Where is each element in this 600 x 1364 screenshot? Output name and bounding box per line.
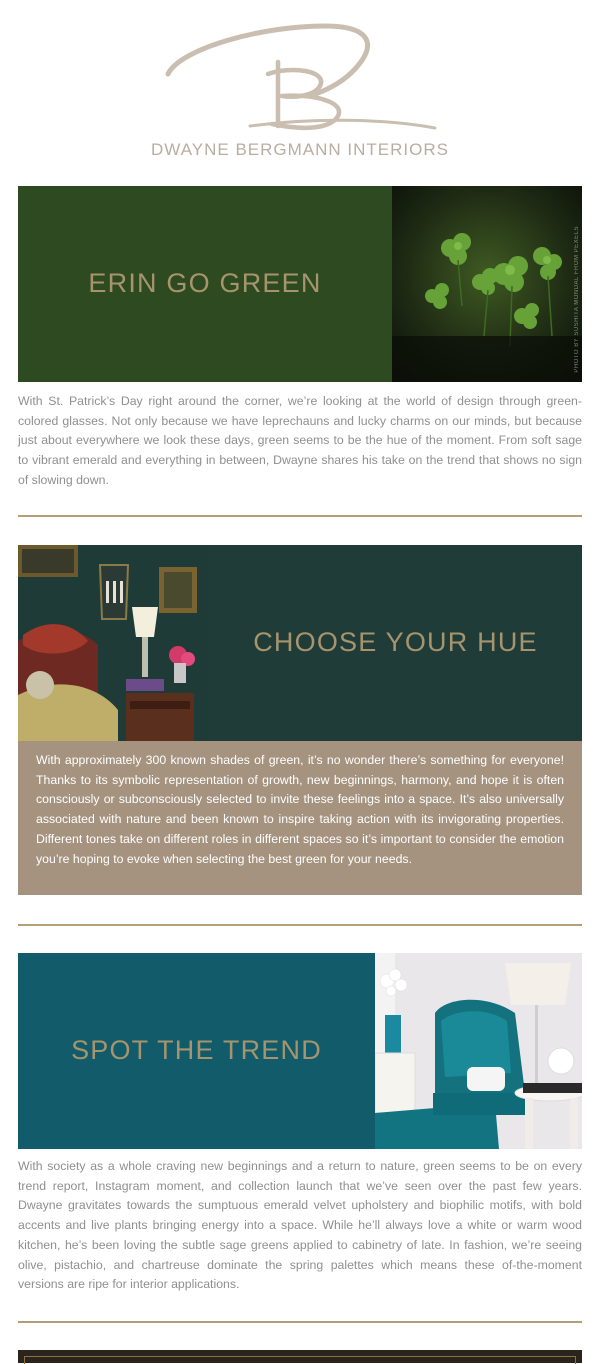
section-divider [18,515,582,517]
section-divider [18,924,582,926]
banner-title: ERIN GO GREEN [88,268,322,298]
section-body-erin-go-green: With St. Patrick’s Day right around the corner, we’re looking at the world of design through green-colored glasses. Not only because we have leprechauns and lucky charms on our minds, but because just about everywhere we look these days, green seems to be the hue of the moment. From soft sage to vibrant emerald and everything in between, Dwayne shares his take on the trend that shows no sign of slowing down. [18,394,582,487]
section-banner-erin-go-green[interactable] [18,186,582,382]
brand-logo[interactable] [150,14,450,164]
photo-credit: PHOTO BY SUSHITA MONDAL FROM PEXELS [574,226,580,373]
teal-chair-photo [375,953,582,1149]
section-banner-choose-your-hue[interactable] [18,545,582,741]
section-body-choose-your-hue: With approximately 300 known shades of green, it’s no wonder there’s something for everyone! Thanks to its symbolic representation of growth, new beginnings, harmony, and hope it is often consciously or subconsciously selected to invite these feelings into a space. It’s also universally associated with nature and been known to inspire taking action with its invigorating properties. Different tones take on different roles in different spaces so it’s important to consider the emotion you’re hoping to evoke when selecting the best green for your needs. [18,741,582,895]
logo-monogram-icon [150,14,450,144]
banner-title: SPOT THE TREND [71,1035,322,1065]
section-divider [18,1321,582,1323]
section-body-spot-the-trend: With society as a whole craving new beginnings and a return to nature, green seems to be on every trend report, Instagram moment, and collection launch that we’ve seen over the past few years. Dwayne gravitates towards the sumptuous emerald velvet upholstery and biophilic motifs, with bold accents and live plants bringing energy into a space. While he’ll always love a white or warm wood kitchen, he’s been loving the subtle sage greens applied to cabinetry of late. In fashion, we’re seeing olive, pistachio, and chartreuse dominate the spring palettes which means these of-the-moment versions are ripe for interior applications. [18,1159,582,1292]
section-banner-spot-the-trend[interactable] [18,953,582,1149]
clover-photo [392,186,582,382]
brand-name: DWAYNE BERGMANN INTERIORS [151,140,449,159]
banner-title: CHOOSE YOUR HUE [253,627,538,657]
bedroom-photo [18,545,209,741]
next-section-banner[interactable] [18,1350,582,1363]
